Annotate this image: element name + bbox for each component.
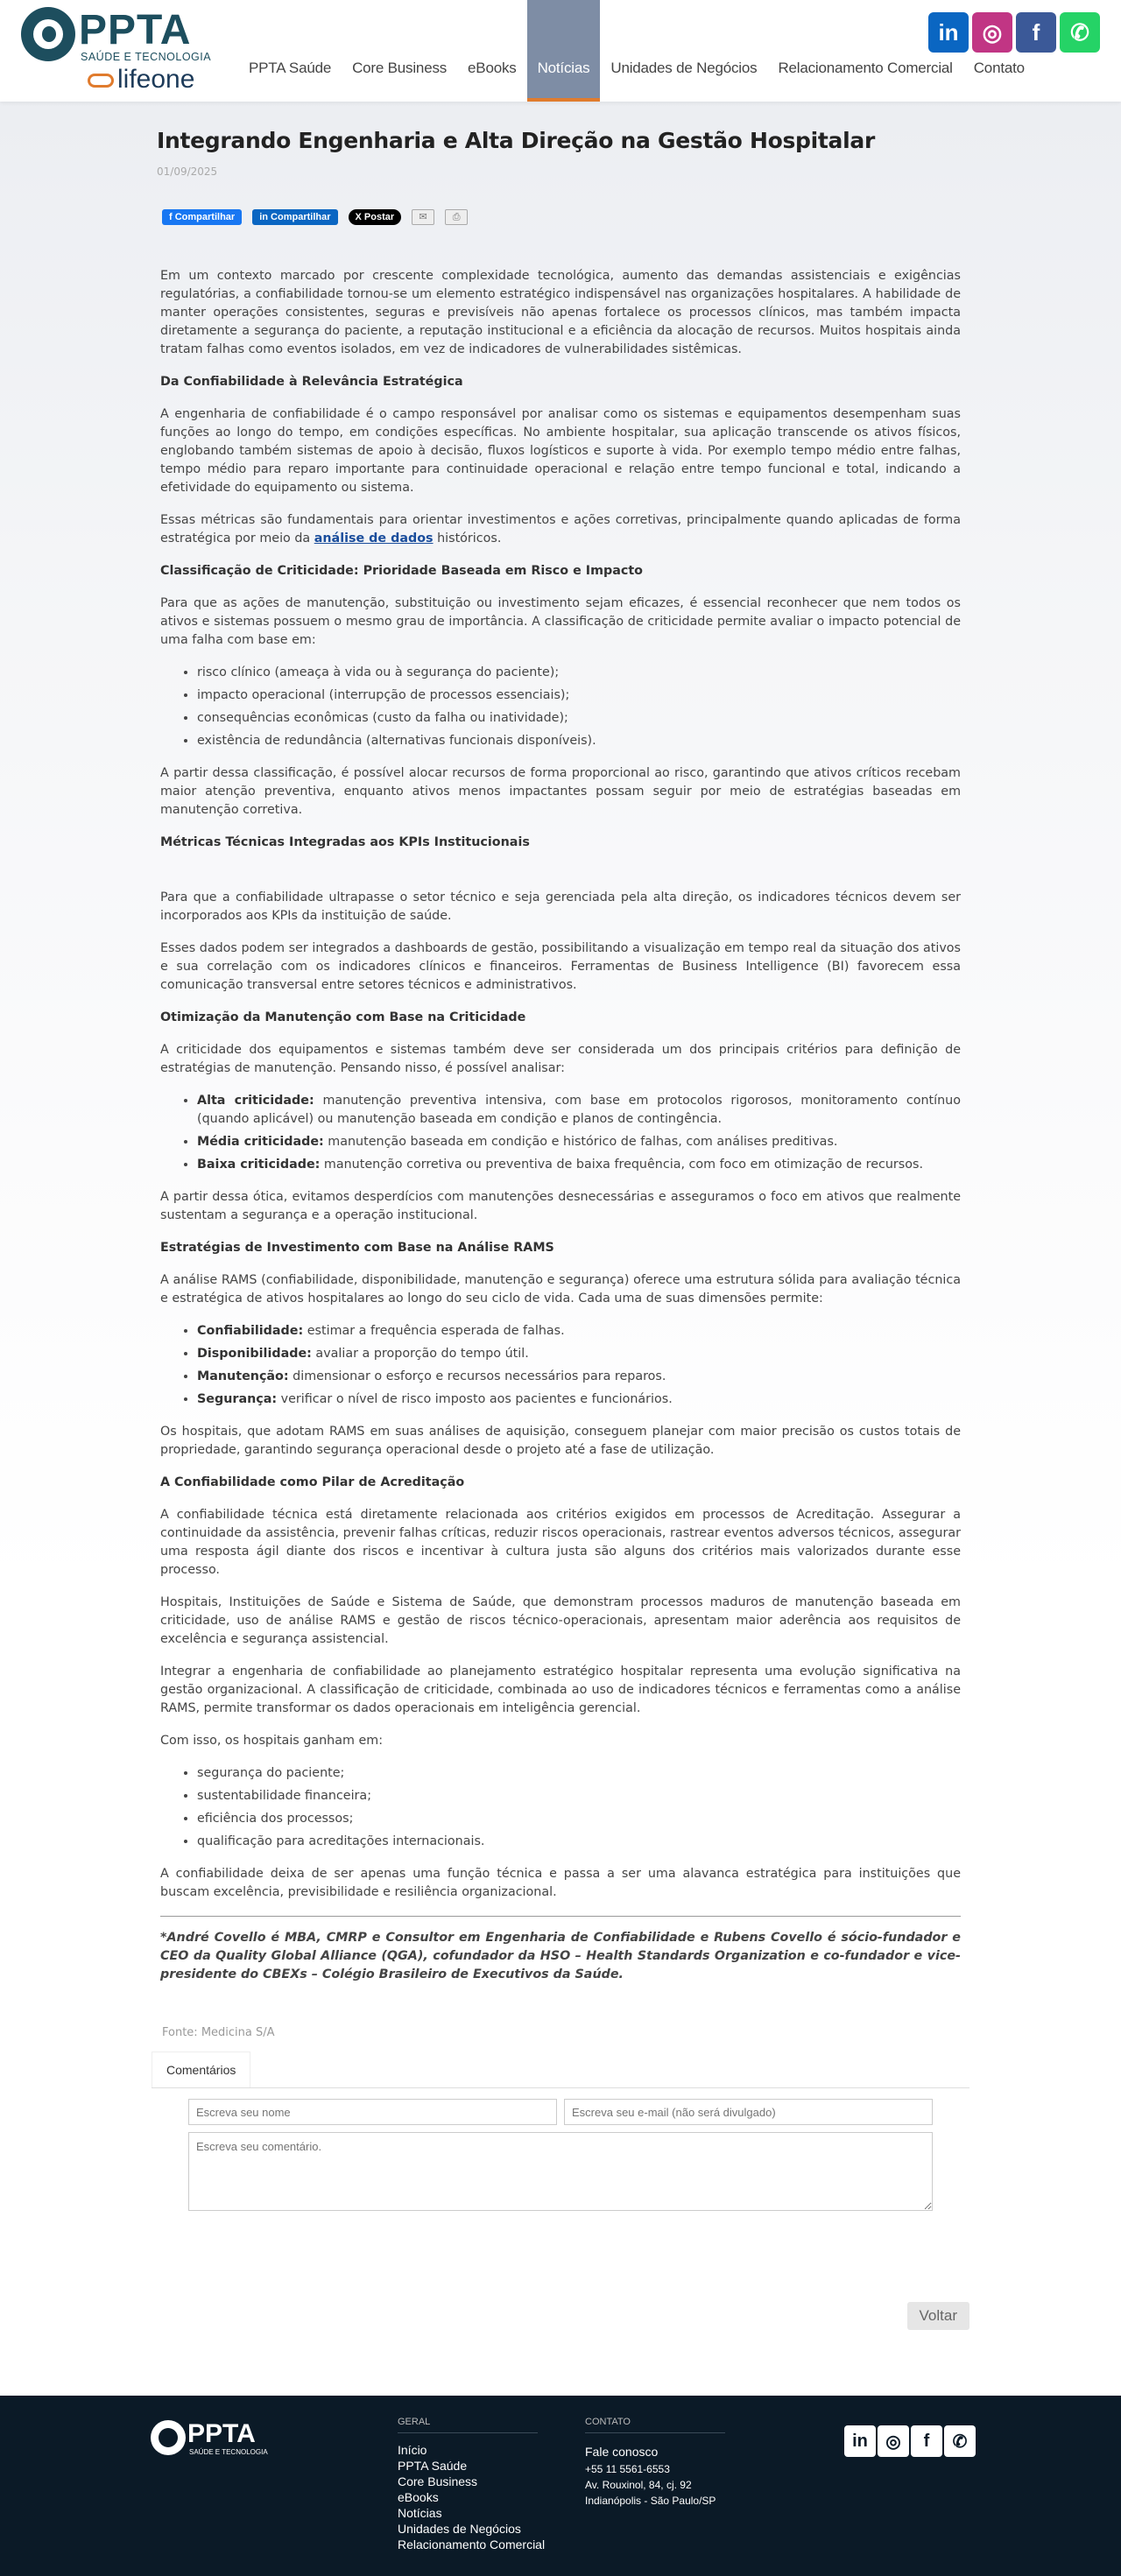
bullet-list bbox=[197, 1764, 961, 1851]
author-note: *André Covello é MBA, CMRP e Consultor em Engenharia de Confiabilidade e Rubens Covello é sócio-fundador e CEO da Quality Global Alliance (QGA), cofundador da HSO – Health Standards Organization e co-fundador e vice-presidente do CBEXs – Colégio Brasileiro de Executivos da Saúde. bbox=[160, 1916, 961, 1984]
article-body bbox=[152, 227, 969, 1984]
paragraph: Para que as ações de manutenção, substituição ou investimento sejam eficazes, é essencial reconhecer que nem todos os ativos e sistemas possuem o mesmo grau de importância. A classificação de criticidade permite avaliar o impacto potencial de uma falha com base em: bbox=[160, 596, 961, 647]
footer-address-line1: Av. Rouxinol, 84, cj. 92 bbox=[585, 2479, 692, 2491]
footer-contato bbox=[585, 2417, 725, 2509]
section-heading: Da Confiabilidade à Relevância Estratégica bbox=[160, 375, 463, 389]
paragraph: A criticidade dos equipamentos e sistemas também deve ser considerada um dos principais critérios para definição de estratégias de manutenção. Pensando nisso, é possível analisar: bbox=[160, 1043, 961, 1075]
footer-link-ebooks[interactable]: eBooks bbox=[398, 2490, 439, 2504]
list-item-text: estimar a frequência esperada de falhas. bbox=[303, 1324, 565, 1338]
list-item-label: Alta criticidade: bbox=[197, 1094, 314, 1108]
share-bar bbox=[152, 208, 969, 227]
footer-link-relacionamento[interactable]: Relacionamento Comercial bbox=[398, 2537, 546, 2551]
footer-link-ppta-saude[interactable]: PPTA Saúde bbox=[398, 2459, 468, 2473]
site-footer bbox=[0, 2396, 1121, 2576]
list-item: • qualificação para acreditações internacionais. bbox=[197, 1833, 961, 1851]
nav-item-core-business[interactable]: Core Business bbox=[352, 60, 448, 76]
facebook-share-label: Compartilhar bbox=[174, 212, 236, 222]
paragraph: Para que a confiabilidade ultrapasse o setor técnico e seja gerenciada pela alta direção, os indicadores técnicos devem ser incorporados aos KPIs da instituição de saúde. bbox=[160, 890, 961, 923]
print-icon[interactable]: ⎙ bbox=[445, 209, 468, 225]
footer-logo-mark bbox=[151, 2420, 186, 2455]
site-header bbox=[0, 0, 1121, 102]
list-item: • existência de redundância (alternativas funcionais disponíveis). bbox=[197, 732, 961, 750]
paragraph: Com isso, os hospitais ganham em: bbox=[160, 1734, 384, 1748]
list-item-label: Disponibilidade: bbox=[197, 1347, 312, 1361]
linkedin-share-button[interactable]: in Compartilhar bbox=[252, 209, 337, 225]
footer-contact-heading[interactable]: Fale conosco bbox=[585, 2445, 659, 2459]
article-title: Integrando Engenharia e Alta Direção na Gestão Hospitalar bbox=[157, 128, 875, 153]
article-date: 01/09/2025 bbox=[157, 165, 218, 178]
footer-phone: +55 11 5561-6553 bbox=[585, 2463, 670, 2475]
lifeone-logo bbox=[88, 65, 194, 95]
comments-section bbox=[152, 2052, 969, 2249]
footer-link-unidades[interactable]: Unidades de Negócios bbox=[398, 2522, 521, 2536]
list-item: • risco clínico (ameaça à vida ou à segurança do paciente); bbox=[197, 664, 961, 682]
list-item: • sustentabilidade financeira; bbox=[197, 1787, 961, 1805]
list-item bbox=[197, 1322, 961, 1341]
list-item bbox=[197, 1156, 961, 1174]
list-item-label: Segurança: bbox=[197, 1392, 278, 1406]
list-item bbox=[197, 1345, 961, 1363]
list-item-text: manutenção baseada em condição e histórico de falhas, com análises preditivas. bbox=[323, 1135, 838, 1149]
section-heading: Métricas Técnicas Integradas aos KPIs Institucionais bbox=[160, 835, 530, 849]
list-item-label: Confiabilidade: bbox=[197, 1324, 304, 1338]
comment-fields-row bbox=[188, 2099, 933, 2125]
lifeone-logo-text: lifeone bbox=[117, 65, 195, 94]
bullet-list bbox=[197, 1092, 961, 1174]
ppta-logo-text: PPTA bbox=[79, 7, 192, 53]
paragraph: Em um contexto marcado por crescente complexidade tecnológica, aumento das demandas assistenciais e exigências regulatórias, a confiabilidade tornou-se um elemento estratégico indispensável nas organizações hospitalares. A habilidade de manter operações consistentes, seguras e previsíveis não apenas fortalece os processos clínicos, mas também impacta diretamente a segurança do paciente, a reputação institucional e a eficiência da alocação de recursos. Muitos hospitais ainda tratam falhas como eventos isolados, em vez de indicadores de vulnerabilidades sistêmicas. bbox=[160, 269, 961, 356]
ppta-logo-mark bbox=[21, 7, 75, 61]
paragraph bbox=[160, 511, 961, 548]
social-links bbox=[928, 12, 1100, 53]
paragraph: Integrar a engenharia de confiabilidade ao planejamento estratégico hospitalar representa uma evolução significativa na gestão organizacional. A classificação de criticidade, combinada ao uso de indicadores técnicos e ferramentas como a análise RAMS, permite transformar os dados operacionais em inteligência gerencial. bbox=[160, 1665, 961, 1715]
list-item: • segurança do paciente; bbox=[197, 1764, 961, 1783]
spacer bbox=[160, 866, 961, 889]
bullet-list bbox=[197, 664, 961, 750]
section-heading: Estratégias de Investimento com Base na Análise RAMS bbox=[160, 1241, 554, 1255]
nav-item-noticias[interactable]: Notícias bbox=[527, 0, 601, 102]
footer-contato-title: CONTATO bbox=[585, 2417, 725, 2433]
main-nav bbox=[238, 0, 1035, 102]
ppta-logo-tagline: SAÚDE E TECNOLOGIA bbox=[81, 51, 212, 63]
list-item bbox=[197, 1133, 961, 1151]
footer-link-inicio[interactable]: Início bbox=[398, 2443, 427, 2457]
name-input[interactable] bbox=[188, 2099, 557, 2125]
back-row bbox=[152, 2302, 969, 2330]
instagram-icon[interactable]: ◎ bbox=[878, 2425, 909, 2457]
article-container bbox=[152, 102, 969, 2330]
list-item-text: manutenção corretiva ou preventiva de baixa frequência, com foco em otimização de recursos. bbox=[320, 1158, 923, 1172]
article-source: Fonte: Medicina S/A bbox=[162, 2026, 275, 2039]
facebook-share-button[interactable]: f Compartilhar bbox=[162, 209, 242, 225]
email-share-icon[interactable]: ✉ bbox=[412, 209, 434, 225]
footer-social-links bbox=[844, 2425, 976, 2457]
footer-link-core-business[interactable]: Core Business bbox=[398, 2474, 478, 2488]
nav-item-relacionamento[interactable]: Relacionamento Comercial bbox=[778, 60, 953, 76]
comment-textarea[interactable] bbox=[188, 2132, 933, 2211]
x-post-button[interactable]: X Postar bbox=[349, 209, 402, 225]
list-item: • eficiência dos processos; bbox=[197, 1810, 961, 1828]
nav-item-ebooks[interactable]: eBooks bbox=[468, 60, 517, 76]
footer-logo-tagline: SAÚDE E TECNOLOGIA bbox=[189, 2448, 268, 2456]
paragraph: A partir dessa classificação, é possível alocar recursos de forma proporcional ao risco, garantindo que ativos críticos recebam maior atenção preventiva, enquanto ativos menos impactantes possam seguir por meio de estratégias baseadas em manutenção corretiva. bbox=[160, 766, 961, 817]
page-body bbox=[0, 102, 1121, 2396]
section-heading: A Confiabilidade como Pilar de Acreditação bbox=[160, 1475, 465, 1489]
list-item-text: manutenção preventiva intensiva, com base em protocolos rigorosos, monitoramento contínuo (quando aplicável) ou manutenção baseada em condição e planos de contingência. bbox=[197, 1094, 961, 1126]
footer-geral-title: GERAL bbox=[398, 2417, 538, 2433]
paragraph: A análise RAMS (confiabilidade, disponibilidade, manutenção e segurança) oferece uma estrutura sólida para avaliação técnica e estratégica de ativos hospitalares ao longo do seu ciclo de vida. Cada uma de suas dimensões permite: bbox=[160, 1273, 961, 1306]
whatsapp-icon[interactable]: ✆ bbox=[1060, 12, 1100, 53]
ppta-logo[interactable] bbox=[21, 7, 214, 95]
nav-item-unidades[interactable]: Unidades de Negócios bbox=[610, 60, 758, 76]
paragraph: Os hospitais, que adotam RAMS em suas análises de aquisição, conseguem planejar com maior precisão os custos totais de propriedade, garantindo segurança operacional desde o projeto até a fase de utilização. bbox=[160, 1425, 961, 1457]
list-item bbox=[197, 1092, 961, 1129]
paragraph-text: históricos. bbox=[433, 531, 502, 545]
list-item-label: Média criticidade: bbox=[197, 1135, 324, 1149]
facebook-icon[interactable]: f bbox=[1016, 12, 1056, 53]
section-heading: Classificação de Criticidade: Prioridade Baseada em Risco e Impacto bbox=[160, 564, 643, 578]
list-item-text: dimensionar o esforço e recursos necessários para reparos. bbox=[288, 1369, 666, 1383]
list-item: • consequências econômicas (custo da falha ou inatividade); bbox=[197, 709, 961, 728]
paragraph: A confiabilidade deixa de ser apenas uma função técnica e passa a ser uma alavanca estratégica para instituições que buscam excelência, previsibilidade e resiliência organizacional. bbox=[160, 1867, 961, 1899]
paragraph: Hospitais, Instituições de Saúde e Sistema de Saúde, que demonstram processos maduros de manutenção baseada em criticidade, uso de análise RAMS e gestão de riscos técnico-operacionais, apresentam maior aderência aos requisitos de excelência e segurança assistencial. bbox=[160, 1595, 961, 1646]
back-button[interactable]: Voltar bbox=[907, 2302, 969, 2330]
facebook-icon[interactable]: f bbox=[911, 2425, 942, 2457]
footer-address-line2: Indianópolis - São Paulo/SP bbox=[585, 2495, 716, 2507]
lifeone-loop-icon bbox=[88, 74, 114, 88]
list-item bbox=[197, 1368, 961, 1386]
linkedin-icon[interactable]: in bbox=[928, 12, 969, 53]
paragraph: Esses dados podem ser integrados a dashboards de gestão, possibilitando a visualização em tempo real da situação dos ativos e sua correlação com os indicadores clínicos e financeiros. Ferramentas de Business Intelligence (BI) favorecem essa comunicação transversal entre setores técnicos e administrativos. bbox=[160, 941, 961, 992]
paragraph: A partir dessa ótica, evitamos desperdícios com manutenções desnecessárias e asseguramos o foco em ativos que realmente sustentam a segurança e a operação institucional. bbox=[160, 1190, 961, 1222]
linkedin-icon[interactable]: in bbox=[844, 2425, 876, 2457]
comments-form bbox=[152, 2087, 969, 2249]
footer-logo-text: PPTA bbox=[187, 2419, 256, 2448]
linkedin-share-label: Compartilhar bbox=[271, 212, 331, 222]
bullet-list bbox=[197, 1322, 961, 1409]
tab-comments[interactable]: Comentários bbox=[152, 2052, 250, 2087]
instagram-icon[interactable]: ◎ bbox=[972, 12, 1012, 53]
analise-de-dados-link[interactable]: análise de dados bbox=[314, 531, 434, 545]
list-item-label: Baixa criticidade: bbox=[197, 1158, 321, 1172]
list-item: • impacto operacional (interrupção de processos essenciais); bbox=[197, 686, 961, 705]
list-item-text: verificar o nível de risco imposto aos pacientes e funcionários. bbox=[277, 1392, 673, 1406]
section-heading: Otimização da Manutenção com Base na Criticidade bbox=[160, 1010, 526, 1024]
email-input[interactable] bbox=[564, 2099, 933, 2125]
list-item bbox=[197, 1390, 961, 1409]
nav-item-contato[interactable]: Contato bbox=[973, 60, 1025, 76]
paragraph-text: Essas métricas são fundamentais para orientar investimentos e ações corretivas, principalmente quando aplicadas de forma estratégica por meio da bbox=[160, 513, 961, 545]
list-item-text: avaliar a proporção do tempo útil. bbox=[311, 1347, 529, 1361]
nav-item-ppta-saude[interactable]: PPTA Saúde bbox=[249, 60, 332, 76]
whatsapp-icon[interactable]: ✆ bbox=[944, 2425, 976, 2457]
footer-link-noticias[interactable]: Notícias bbox=[398, 2506, 442, 2520]
list-item-label: Manutenção: bbox=[197, 1369, 289, 1383]
paragraph: A confiabilidade técnica está diretamente relacionada aos critérios exigidos em processos de Acreditação. Assegurar a continuidade da assistência, prevenir falhas críticas, reduzir riscos operacionais, rastrear eventos adversos técnicos, assegurar uma resposta ágil diante dos riscos e incentivar à cultura justa são alguns dos critérios mais valorizados durante esse processo. bbox=[160, 1508, 961, 1577]
footer-geral bbox=[398, 2417, 545, 2552]
paragraph: A engenharia de confiabilidade é o campo responsável por analisar como os sistemas e equipamentos desempenham suas funções ao longo do tempo, em condições específicas. No ambiente hospitalar, sua aplicação transcende os ativos físicos, englobando também sistemas de apoio à decisão, fluxos logísticos e suporte à vida. Por exemplo tempo médio entre falhas, tempo médio para reparo importante para continuidade operacional e relação entre tempo funcional e total, indicando a efetividade do equipamento ou sistema. bbox=[160, 407, 961, 495]
